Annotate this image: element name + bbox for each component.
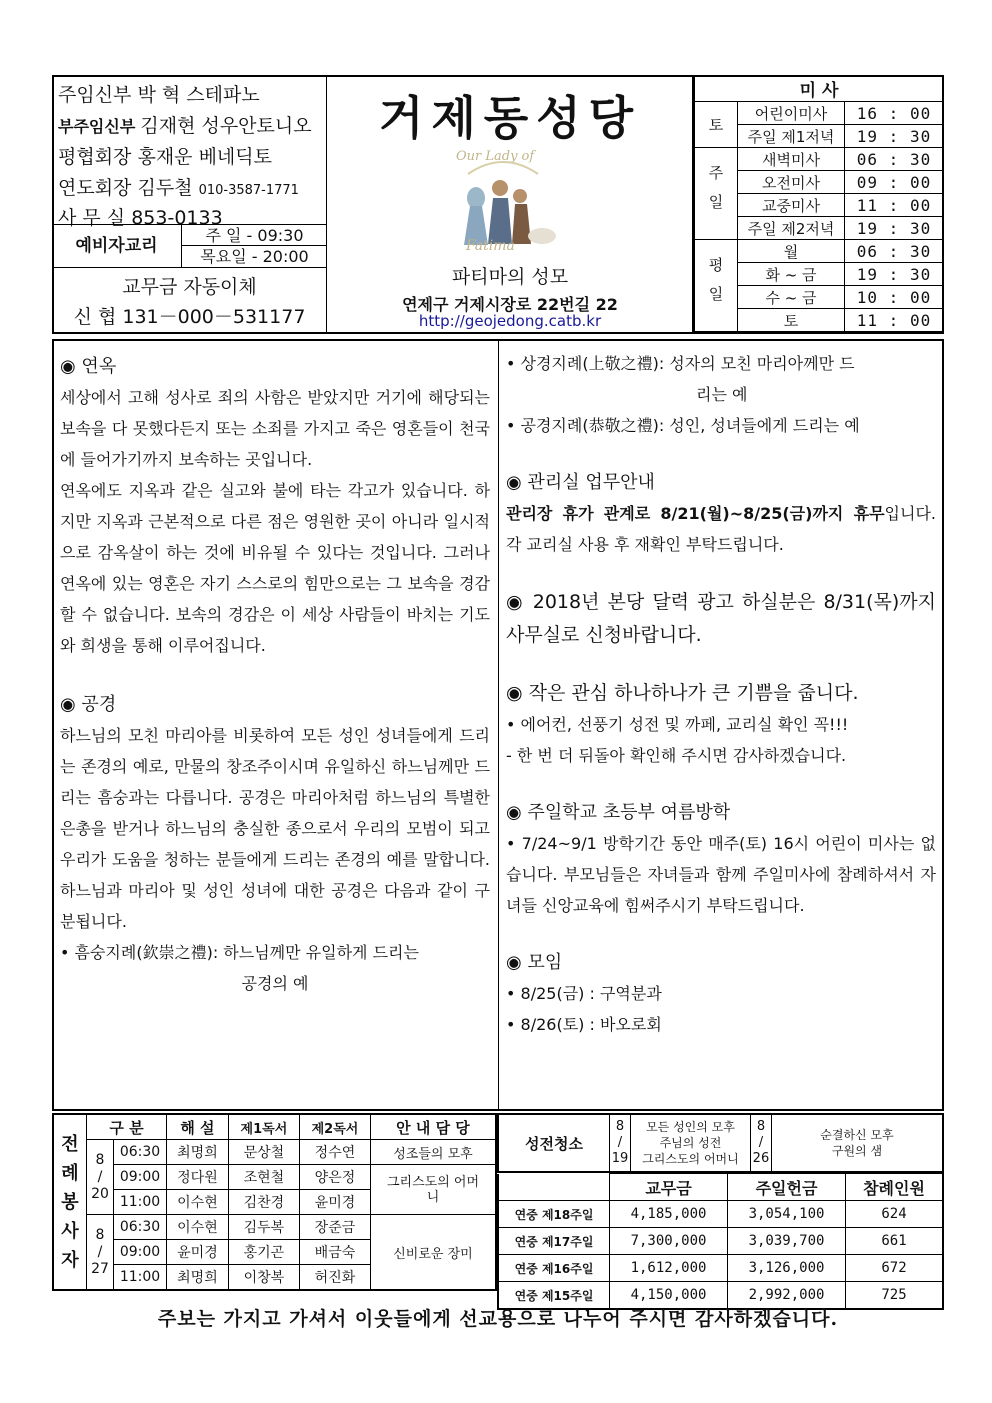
mass-name: 주일 제1저녁 [738,125,845,148]
mass-title: 미 사 [695,76,944,102]
servers-table [52,1113,497,1291]
mass-time: 06 : 30 [845,148,944,171]
time-cell: 11:00 [114,1265,167,1291]
mass-name: 교중미사 [738,194,845,217]
count-value: 725 [846,1282,944,1310]
reader2: 정수연 [299,1140,370,1165]
date-cell: 8 / 20 [87,1140,114,1215]
staff-yeondo: 연도회장 김두철 010-3587-1771 [58,177,299,199]
bullet-item-cont: 공경의 예 [241,974,309,993]
catechumen-box [52,224,327,268]
col-header: 안 내 담 당 [371,1114,497,1140]
reader1: 조현철 [228,1165,299,1190]
section-title: ◉ 작은 관심 하나하나가 큰 기쁨을 줍니다. [506,682,859,704]
catechumen-sunday: 주 일 - 09:30 [182,225,327,246]
bullet-item: • 흠숭지례(欽崇之禮): 하느님께만 유일하게 드리는 [60,943,419,962]
commentator: 정다원 [167,1165,229,1190]
address: 연제구 거제시장로 22번길 22 [402,295,618,314]
cleaning-date: 8 / 19 [610,1114,631,1172]
catechumen-label: 예비자교리 [52,225,182,267]
offering-value: 3,054,100 [728,1201,846,1228]
reader1: 김두복 [228,1215,299,1240]
mass-name: 토 [738,309,845,332]
list-item: • 8/25(금) : 구역분과 [506,984,662,1003]
section-title: ◉ 관리실 업무안내 [506,472,655,493]
cleaning-groups: 모든 성인의 모후 주님의 성전 그리스도의 어머니 [631,1114,751,1172]
count-value: 624 [846,1201,944,1228]
reader2: 허진화 [299,1265,370,1291]
section-title: ◉ 주일학교 초등부 여름방학 [506,802,731,823]
servers-label: 전 례 봉 사 자 [53,1114,87,1290]
guide: 성조들의 모후 [371,1140,497,1165]
reader1: 이창복 [228,1265,299,1291]
bullet-item-cont: 리는 예 [696,385,748,404]
mass-time: 11 : 00 [845,194,944,217]
mass-time: 10 : 00 [845,286,944,309]
reader1: 홍기곤 [228,1240,299,1265]
time-cell: 06:30 [114,1140,167,1165]
offering-value: 2,992,000 [728,1282,846,1310]
right-column [506,348,936,1040]
reader2: 윤미경 [299,1190,370,1215]
mass-saturday-label: 토 [695,102,738,148]
col-header: 참례인원 [846,1174,944,1201]
time-cell: 09:00 [114,1240,167,1265]
mass-time: 11 : 00 [845,309,944,332]
footer-note: 주보는 가지고 가셔서 이웃들에게 선교용으로 나누어 주시면 감사하겠습니다. [157,1308,839,1330]
paragraph: 세상에서 고해 성사로 죄의 사함은 받았지만 거기에 해당되는 보속을 다 못했다든지 또는 소죄를 가지고 죽은 영혼들이 천국에 들어가기까지 보속하는 곳입니다. [60,388,490,469]
paragraph: 하느님의 모친 마리아를 비롯하여 모든 성인 성녀들에게 드리는 존경의 예로, 만물의 창조주이시며 유일하신 하느님께만 드리는 흠숭과는 다릅니다. 공경은 마리아처럼 하느님의 특별한 은총을 받거나 하느님의 충실한 종으로서 우리의 모범이 되고 우리가 도움을 청하는 분들에게 드리는 존경의 예를 말합니다. 하느님과 마리아 및 성인 성녀에 대한 공경은 다음과 같이 구분됩니다. [60,726,490,931]
mass-name: 수 ~ 금 [738,286,845,309]
left-column [60,345,490,999]
reader2: 배금숙 [299,1240,370,1265]
date-cell: 8 / 27 [87,1215,114,1291]
staff-office: 사 무 실 853-0133 [58,207,223,229]
week-label: 연중 제15주일 [498,1282,610,1310]
guide: 그리스도의 어머니 [371,1165,497,1215]
text: 입니다. 각 교리실 사용 후 재확인 부탁드립니다. [506,504,936,554]
commentator: 이수현 [167,1190,229,1215]
dues-value: 4,185,000 [610,1201,728,1228]
website-link[interactable]: http://geojedong.catb.kr [418,312,602,330]
mass-name: 화 ~ 금 [738,263,845,286]
cleaning-date: 8 / 26 [750,1114,771,1172]
offering-account: 신 협 131－000－531177 [73,306,306,328]
col-header: 교무금 [610,1174,728,1201]
mass-sunday-label: 주일 [695,148,738,240]
bullet-item: • 공경지례(恭敬之禮): 성인, 성녀들에게 드리는 예 [506,416,860,435]
reader1: 김찬경 [228,1190,299,1215]
dues-value: 1,612,000 [610,1255,728,1282]
col-header: 제1독서 [228,1114,299,1140]
offering-label: 교무금 자동이체 [122,276,257,298]
paragraph: - 한 번 더 뒤돌아 확인해 주시면 감사하겠습니다. [506,746,847,765]
offering-value: 3,126,000 [728,1255,846,1282]
cleaning-label: 성전청소 [498,1114,610,1172]
cleaning-finance [497,1113,944,1310]
week-label: 연중 제16주일 [498,1255,610,1282]
mass-schedule [692,75,944,334]
logo-image [438,140,568,252]
mass-time: 19 : 30 [845,125,944,148]
commentator: 최명희 [167,1140,229,1165]
list-item: • 8/26(토) : 바오로회 [506,1015,662,1034]
mass-name: 새벽미사 [738,148,845,171]
patron-name: 파티마의 성모 [451,266,569,288]
commentator: 최명희 [167,1265,229,1291]
time-cell: 11:00 [114,1190,167,1215]
cleaning-groups: 순결하신 모후 구원의 샘 [771,1114,943,1172]
dues-value: 4,150,000 [610,1282,728,1310]
offering-value: 3,039,700 [728,1228,846,1255]
col-header: 주일헌금 [728,1174,846,1201]
reader2: 장준금 [299,1215,370,1240]
mass-time: 09 : 00 [845,171,944,194]
commentator: 이수현 [167,1215,229,1240]
paragraph: 연옥에도 지옥과 같은 실고와 불에 타는 각고가 있습니다. 하지만 지옥과 근본적으로 다른 점은 영원한 곳이 아니라 일시적으로 감옥살이 하는 것에 비유될 수 있다는 것입니다. 그러나 연옥에 있는 영혼은 자기 스스로의 힘만으로는 그 보속을 경감할 수 없습니다. 보속의 경감은 이 세상 사람들이 바치는 기도와 희생을 통해 이루어집니다. [60,481,490,655]
section-title: ◉ 공경 [60,694,117,715]
section-title: ◉ 모임 [506,952,563,973]
mass-time: 06 : 30 [845,240,944,263]
section-title: ◉ 2018년 본당 달력 광고 하실분은 8/31(목)까지 사무실로 신청바랍니다. [506,591,936,646]
catechumen-thursday: 목요일 - 20:00 [200,247,309,266]
mass-name: 오전미사 [738,171,845,194]
mass-time: 19 : 30 [845,217,944,240]
bullet-item: • 상경지례(上敬之禮): 성자의 모친 마리아께만 드 [506,354,855,373]
guide: 신비로운 장미 [371,1215,497,1291]
commentator: 윤미경 [167,1240,229,1265]
paragraph: • 7/24~9/1 방학기간 동안 매주(토) 16시 어린이 미사는 없습니다. 부모님들은 자녀들과 함께 주일미사에 참례하셔서 자녀들 신앙교육에 힘써주시기 부탁드립니다. [506,834,936,915]
bullet-item: • 에어컨, 선풍기 성전 및 까페, 교리실 확인 꼭!!! [506,715,849,734]
mass-weekday-label: 평일 [695,240,738,332]
column-divider [498,339,499,1111]
staff-pastor: 주임신부 박 혁 스테파노 [58,84,260,106]
mass-name: 월 [738,240,845,263]
time-cell: 06:30 [114,1215,167,1240]
week-label: 연중 제17주일 [498,1228,610,1255]
parish-name: 거제동성당 [378,91,642,145]
time-cell: 09:00 [114,1165,167,1190]
reader1: 문상철 [228,1140,299,1165]
count-value: 661 [846,1228,944,1255]
reader2: 양은정 [299,1165,370,1190]
col-header: 제2독서 [299,1114,370,1140]
count-value: 672 [846,1255,944,1282]
staff-council: 평협회장 홍재운 베네딕토 [58,146,272,168]
staff-assistant: 부주임신부 김재현 성우안토니오 [58,115,312,137]
dues-value: 7,300,000 [610,1228,728,1255]
blank-cell [498,1174,610,1201]
col-header: 해 설 [167,1114,229,1140]
logo-text-top: Our Lady of [456,149,535,164]
bold-text: 관리장 휴가 관계로 8/21(월)~8/25(금)까지 휴무 [506,504,885,523]
mass-name: 주일 제2저녁 [738,217,845,240]
mass-name: 어린이미사 [738,102,845,125]
mass-time: 16 : 00 [845,102,944,125]
col-header: 구 분 [87,1114,167,1140]
paragraph [506,498,936,560]
section-title: ◉ 연옥 [60,356,117,377]
logo-text-bottom: Fatima [466,238,515,252]
mass-time: 19 : 30 [845,263,944,286]
week-label: 연중 제18주일 [498,1201,610,1228]
